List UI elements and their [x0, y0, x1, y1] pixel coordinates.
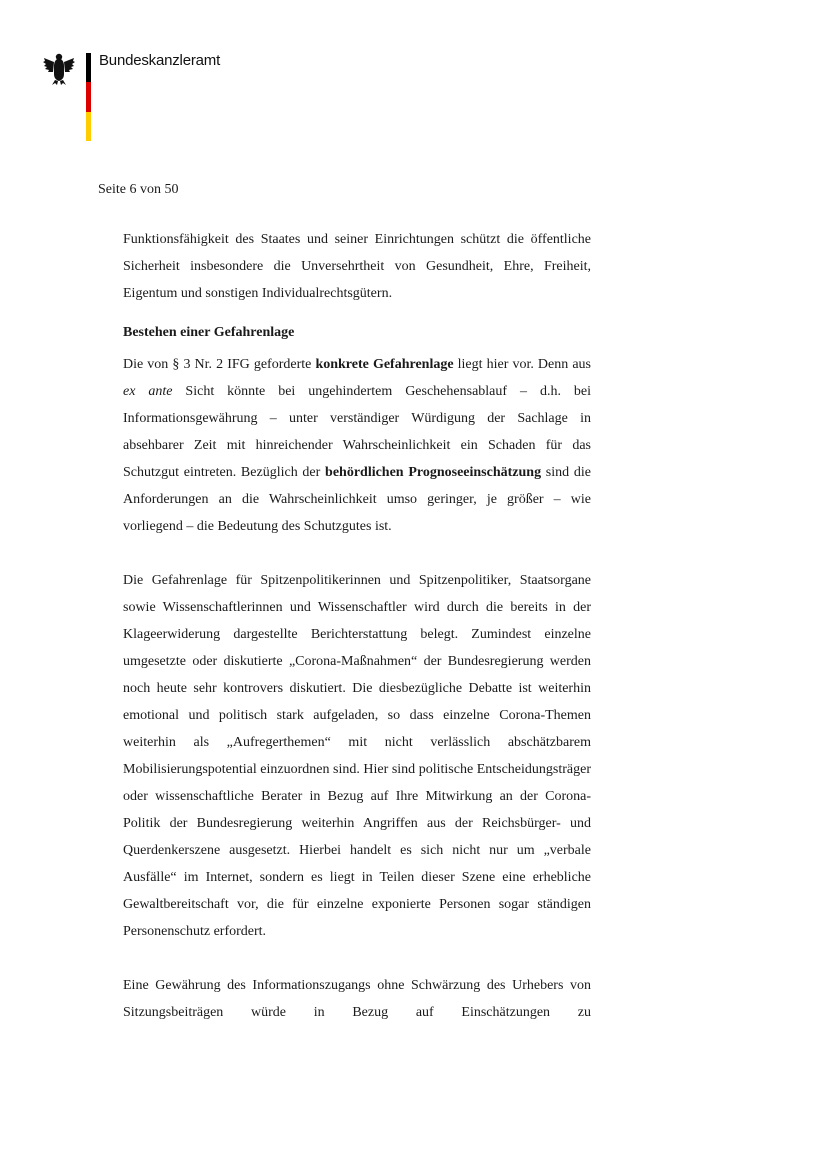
paragraph-2: Die von § 3 Nr. 2 IFG geforderte konkrete Gefahrenlage liegt hier vor. Denn aus ex ante Sicht könnte bei ungehindertem Geschehensablauf – d.h. bei Informationsgewährung – unter verständiger Würdigung der Sachlage in absehbarer Zeit mit hinreichender Wahrscheinlichkeit ein Schaden für das Schutzgut eintreten. Bezüglich der behördlichen Prognoseeinschätzung sind die Anforderungen an die Wahrscheinlichkeit umso geringer, je größer – wie vorliegend – die Bedeutung des Schutzgutes ist. — [123, 357, 591, 534]
page-number: Seite 6 von 50 — [98, 182, 179, 197]
emphasis-bold: behördlichen Prognoseeinschätzung — [325, 465, 542, 480]
paragraph-3: Die Gefahrenlage für Spitzenpolitikerinnen und Spitzenpolitiker, Staatsorgane sowie Wissenschaftlerinnen und Wissenschaftler wird durch die bereits in der Klageerwiderung dargestellte Berichterstattung belegt. Zumindest einzelne umgesetzte oder diskutierte „Corona-Maßnahmen“ der Bundesregierung werden noch heute sehr kontrovers diskutiert. Die diesbezügliche Debatte ist weiterhin emotional und politisch stark aufgeladen, so dass einzelne Corona-Themen weiterhin als „Aufregerthemen“ mit nicht verlässlich abschätzbarem Mobilisierungspotential einzuordnen sind. Hier sind politische Entscheidungsträger oder wissenschaftliche Berater in Bezug auf Ihre Mitwirkung an der Corona-Politik der Bundesregierung weiterhin Angriffen aus der Reichsbürger- und Querdenkerszene ausgesetzt. Hierbei handelt es sich nicht nur um „verbale Ausfälle“ im Internet, sondern es liegt in Teilen dieser Szene eine erhebliche Gewaltbereitschaft vor, die für einzelne exponierte Personen sogar ständigen Personenschutz erfordert. — [123, 573, 591, 939]
section-heading: Bestehen einer Gefahrenlage — [123, 325, 295, 340]
paragraph-4: Eine Gewährung des Informationszugangs ohne Schwärzung des Urhebers von Sitzungsbeiträgen würde in Bezug auf Einschätzungen zu — [123, 978, 591, 1020]
document-body — [123, 226, 591, 1026]
flag-red — [86, 82, 91, 111]
paragraph-1: Funktionsfähigkeit des Staates und seiner Einrichtungen schützt die öffentliche Sicherheit insbesondere die Unversehrtheit von Gesundheit, Ehre, Freiheit, Eigentum und sonstigen Individualrechtsgütern. — [123, 232, 591, 301]
flag-black — [86, 53, 91, 82]
flag-bar — [86, 53, 91, 141]
flag-gold — [86, 112, 91, 141]
emphasis-bold: konkrete Gefahrenlage — [315, 357, 454, 372]
federal-eagle-icon — [42, 52, 76, 86]
organization-name: Bundeskanzleramt — [99, 52, 221, 69]
emphasis-italic: ex ante — [123, 384, 173, 399]
